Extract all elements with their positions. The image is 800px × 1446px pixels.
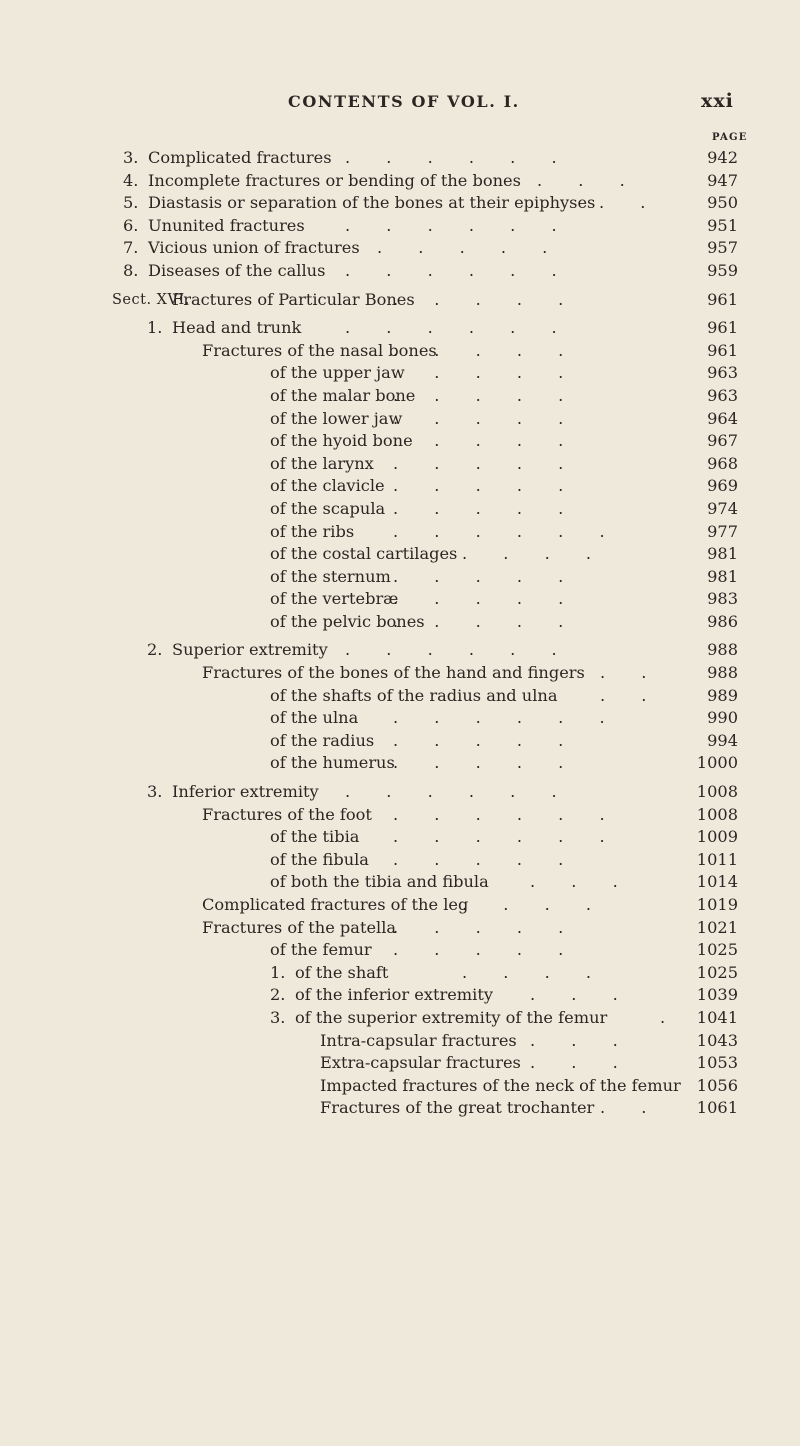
toc-entry	[0, 521, 800, 544]
toc-entry	[0, 1052, 800, 1075]
entry-title: Impacted fractures of the neck of the femur	[320, 1075, 681, 1095]
entry-title: of the sternum	[270, 566, 391, 586]
dot-leaders: . . . . .	[377, 238, 548, 258]
page-column-label: PAGE	[712, 132, 748, 143]
dot-leaders: . . . .	[462, 962, 592, 982]
running-header	[0, 92, 800, 118]
dot-leaders: . .	[600, 663, 647, 683]
toc-entry	[0, 917, 800, 940]
entry-title: Ununited fractures	[148, 215, 305, 235]
toc-entry	[0, 894, 800, 917]
toc-entry	[0, 781, 800, 804]
page-number: 983	[707, 589, 738, 609]
toc-entry	[0, 826, 800, 849]
dot-leaders: . . . . .	[393, 476, 564, 496]
dot-leaders: . . . . . .	[345, 782, 557, 802]
dot-leaders: . . . . .	[393, 589, 564, 609]
entry-number: 8.	[123, 260, 139, 280]
entry-title: Extra-capsular fractures	[320, 1053, 521, 1073]
page-number: 969	[707, 476, 738, 496]
page-number: 1025	[696, 962, 738, 982]
entry-title: Fractures of Particular Bones	[172, 289, 415, 309]
entry-title: Vicious union of fractures	[148, 238, 360, 258]
entry-number: 3.	[147, 782, 163, 802]
page-number: 951	[707, 215, 738, 235]
toc-entry	[0, 260, 800, 283]
toc-entry	[0, 215, 800, 238]
page-number: 1039	[696, 985, 738, 1005]
dot-leaders: . . . . .	[393, 289, 564, 309]
page-number: 1000	[696, 753, 738, 773]
page-number: 950	[707, 193, 738, 213]
toc-entry	[0, 237, 800, 260]
dot-leaders: . . . . .	[393, 453, 564, 473]
page-number: 1019	[696, 895, 738, 914]
page-number: 1025	[696, 940, 738, 960]
dot-leaders: . . . . .	[393, 940, 564, 960]
dot-leaders: . .	[600, 685, 647, 705]
entry-title: of the inferior extremity	[295, 985, 493, 1005]
page-number: 963	[707, 385, 738, 405]
dot-leaders: . . . . . .	[393, 827, 605, 847]
page-number: 1011	[696, 849, 738, 869]
toc-entry	[0, 962, 800, 985]
entry-number: 2.	[270, 985, 286, 1005]
entry-title: of the humerus	[270, 753, 395, 773]
toc-entry	[0, 566, 800, 589]
page-number: 1061	[696, 1098, 738, 1118]
entry-title: Complicated fractures of the leg	[202, 895, 469, 914]
running-title: CONTENTS OF VOL. I.	[288, 92, 520, 111]
page-number: 963	[707, 363, 738, 383]
dot-leaders: . .	[600, 1098, 647, 1118]
toc-entry	[0, 147, 800, 170]
dot-leaders: . . . . .	[393, 431, 564, 451]
toc-entry	[0, 340, 800, 363]
dot-leaders: . . . . . .	[393, 804, 605, 824]
dot-leaders: . . . . .	[393, 611, 564, 631]
toc-entry	[0, 475, 800, 498]
dot-leaders: . . . . .	[393, 730, 564, 750]
dot-leaders: . . . . . .	[345, 318, 557, 338]
toc-entry	[0, 362, 800, 385]
page-number: 1009	[696, 827, 738, 847]
entry-title: of the radius	[270, 730, 375, 750]
dot-leaders: . . . . . .	[345, 148, 557, 167]
page-number: 994	[707, 730, 738, 750]
toc-entry	[0, 317, 800, 340]
toc-entry	[0, 588, 800, 611]
entry-title: Incomplete fractures or bending of the bones	[148, 170, 521, 190]
page-number: 989	[707, 685, 738, 705]
toc-entry	[0, 408, 800, 431]
page-number: 981	[707, 544, 738, 564]
page-number: 961	[707, 340, 738, 360]
dot-leaders: . . . . .	[393, 917, 564, 937]
page-number: 988	[707, 640, 738, 660]
dot-leaders: . . . . .	[393, 385, 564, 405]
page-folio: xxi	[701, 90, 734, 112]
dot-leaders: . . . . . .	[393, 708, 605, 728]
page-number: 1053	[696, 1053, 738, 1073]
entry-number: 3.	[123, 148, 139, 167]
entry-title: of both the tibia and fibula	[270, 872, 489, 892]
page-number: 990	[707, 708, 738, 728]
entry-title: of the hyoid bone	[270, 431, 413, 451]
toc-entry	[0, 453, 800, 476]
page-number: 977	[707, 521, 738, 541]
entry-title: of the ribs	[270, 521, 355, 541]
dot-leaders: . . . . .	[393, 753, 564, 773]
dot-leaders: . . .	[537, 170, 625, 190]
toc-entry	[0, 639, 800, 662]
entry-title: of the costal cartilages	[270, 544, 458, 564]
toc-entry	[0, 685, 800, 708]
dot-leaders: . . . . . .	[345, 260, 557, 280]
entry-title: of the vertebræ	[270, 589, 399, 609]
toc-entry	[0, 939, 800, 962]
entry-title: of the clavicle	[270, 476, 385, 496]
toc-entry	[0, 871, 800, 894]
entry-title: Complicated fractures	[148, 148, 332, 167]
toc-entry	[0, 1075, 800, 1098]
page-number: 957	[707, 238, 738, 258]
toc-entry	[0, 849, 800, 872]
page-number: 974	[707, 498, 738, 518]
page-number: 947	[707, 170, 738, 190]
toc-entry	[0, 984, 800, 1007]
page-number: 1008	[696, 782, 738, 802]
entry-title: Fractures of the patella	[202, 917, 397, 937]
toc-entry	[0, 707, 800, 730]
toc-entry	[0, 752, 800, 775]
entry-title: of the upper jaw	[270, 363, 405, 383]
entry-title: Fractures of the great trochanter	[320, 1098, 595, 1118]
entry-title: of the malar bone	[270, 385, 416, 405]
page-number: 1014	[696, 872, 738, 892]
dot-leaders: . . . .	[462, 544, 592, 564]
page-number: 1041	[696, 1007, 738, 1027]
entry-title: of the fibula	[270, 849, 369, 869]
entry-title: of the lower jaw	[270, 408, 403, 428]
entry-number: 3.	[270, 1007, 286, 1027]
section-number: Sect. XVI.	[112, 291, 190, 308]
page-number: 964	[707, 408, 738, 428]
page-number: 981	[707, 566, 738, 586]
dot-leaders: . . . . .	[393, 340, 564, 360]
entry-title: Head and trunk	[172, 318, 302, 338]
toc-entries	[0, 147, 800, 1120]
entry-number: 5.	[123, 193, 139, 213]
toc-entry	[0, 1097, 800, 1120]
entry-title: of the shafts of the radius and ulna	[270, 685, 558, 705]
entry-title: of the scapula	[270, 498, 386, 518]
toc-entry	[0, 1007, 800, 1030]
page-number: 1008	[696, 804, 738, 824]
toc-entry	[0, 385, 800, 408]
toc-entry	[0, 804, 800, 827]
toc-entry	[0, 662, 800, 685]
dot-leaders: . . . . .	[393, 849, 564, 869]
page-number: 1043	[696, 1030, 738, 1050]
dot-leaders: . .	[599, 193, 646, 213]
entry-title: Superior extremity	[172, 640, 328, 660]
dot-leaders: . . .	[530, 872, 618, 892]
entry-title: Diseases of the callus	[148, 260, 326, 280]
entry-title: of the larynx	[270, 453, 374, 473]
entry-number: 7.	[123, 238, 139, 258]
entry-title: of the femur	[270, 940, 372, 960]
dot-leaders: . . . . . .	[393, 521, 605, 541]
entry-title: Inferior extremity	[172, 782, 319, 802]
entry-number: 4.	[123, 170, 139, 190]
page-number: 986	[707, 611, 738, 631]
dot-leaders: . . . . .	[393, 498, 564, 518]
toc-entry	[0, 543, 800, 566]
dot-leaders: . . .	[530, 1053, 618, 1073]
entry-title: Intra-capsular fractures	[320, 1030, 517, 1050]
toc-entry	[0, 430, 800, 453]
entry-title: of the shaft	[295, 962, 389, 982]
toc-entry	[0, 1030, 800, 1053]
entry-number: 2.	[147, 640, 163, 660]
entry-title: Fractures of the bones of the hand and fingers	[202, 663, 585, 683]
page-number: 961	[707, 318, 738, 338]
entry-title: of the pelvic bones	[270, 611, 425, 631]
toc-entry	[0, 192, 800, 215]
entry-title: of the superior extremity of the femur	[295, 1007, 608, 1027]
dot-leaders: . . . . .	[393, 566, 564, 586]
toc-entry	[0, 170, 800, 193]
dot-leaders: . . . .	[462, 895, 592, 914]
dot-leaders: . . .	[530, 1030, 618, 1050]
page-number: 967	[707, 431, 738, 451]
dot-leaders: . . . . . .	[345, 215, 557, 235]
entry-title: Fractures of the nasal bones	[202, 340, 437, 360]
entry-number: 6.	[123, 215, 139, 235]
page-number: 961	[707, 289, 738, 309]
page-number: 942	[707, 148, 738, 167]
toc-entry	[0, 498, 800, 521]
page-number: 959	[707, 260, 738, 280]
dot-leaders: .	[660, 1007, 666, 1027]
page-number: 968	[707, 453, 738, 473]
toc-entry	[0, 730, 800, 753]
page-number: 1021	[696, 917, 738, 937]
toc-entry	[0, 611, 800, 634]
entry-title: of the tibia	[270, 827, 360, 847]
toc-entry	[0, 289, 800, 312]
dot-leaders: . . . . .	[393, 408, 564, 428]
entry-title: Diastasis or separation of the bones at their epiphyses	[148, 193, 596, 213]
page-number: 1056	[696, 1075, 738, 1095]
entry-number: 1.	[270, 962, 286, 982]
dot-leaders: . . . . .	[393, 363, 564, 383]
dot-leaders: . . .	[530, 985, 618, 1005]
entry-title: of the ulna	[270, 708, 359, 728]
dot-leaders: . . . . . .	[345, 640, 557, 660]
page-number: 988	[707, 663, 738, 683]
entry-title: Fractures of the foot	[202, 804, 372, 824]
entry-number: 1.	[147, 318, 163, 338]
